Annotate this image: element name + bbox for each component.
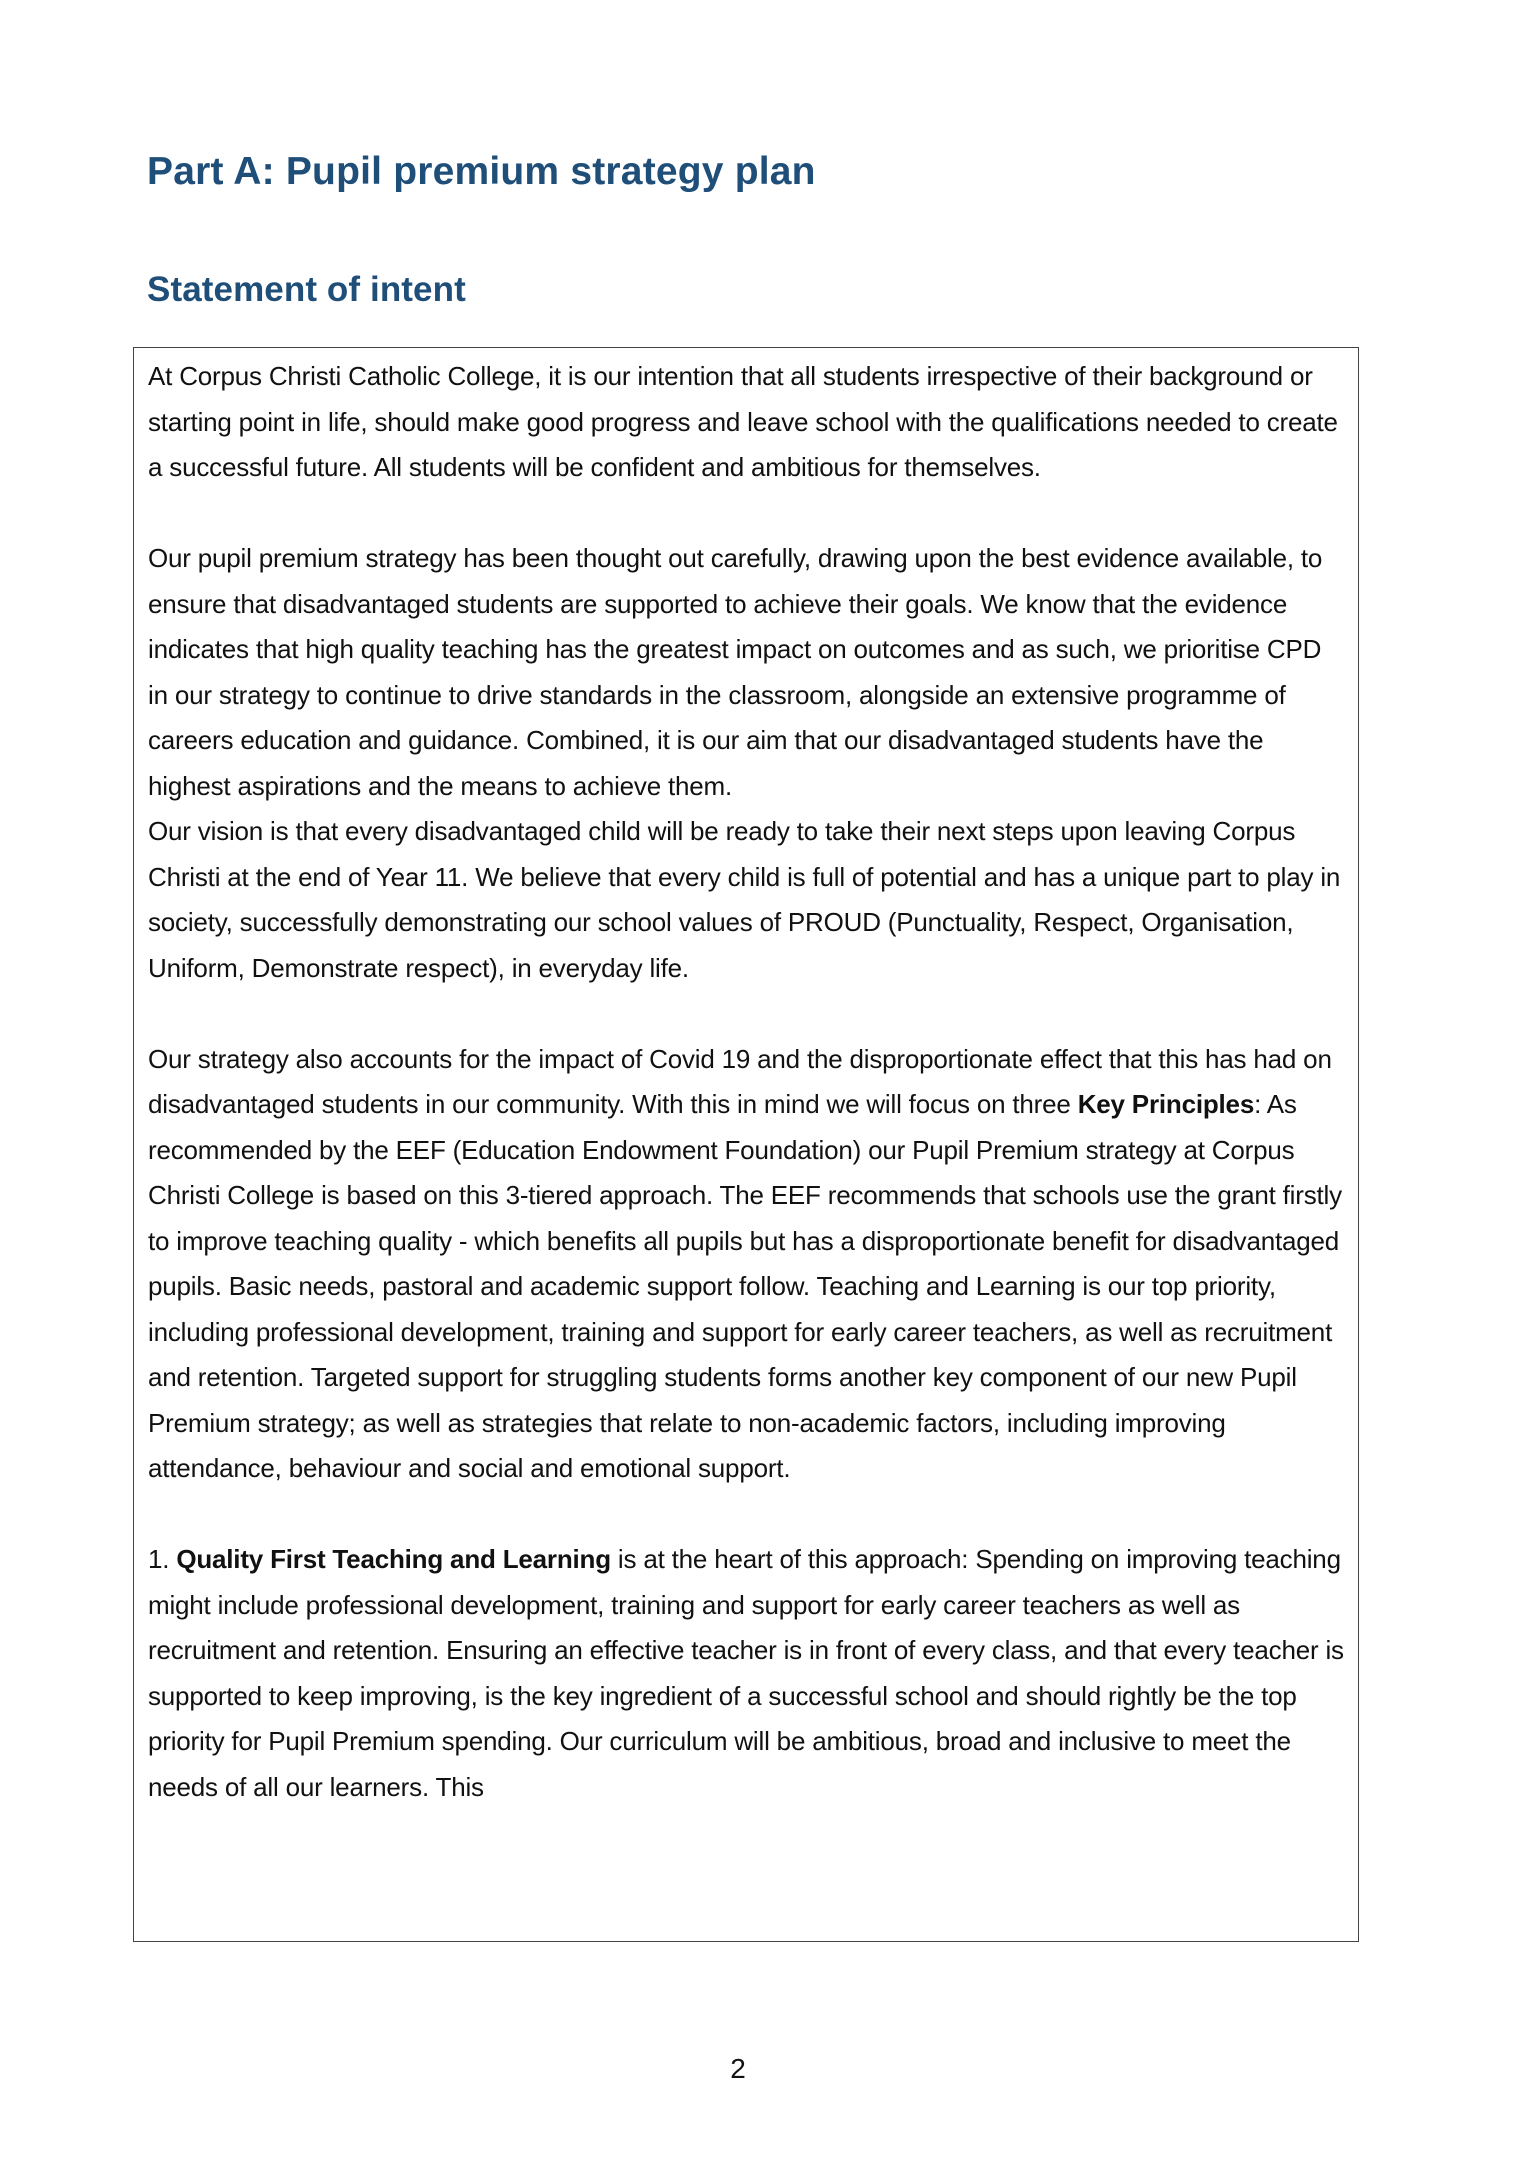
statement-of-intent-box [133, 347, 1359, 1942]
intent-paragraph-intro: At Corpus Christi Catholic College, it is our intention that all students irrespective of their background or starting point in life, should make good progress and leave school with the qualifications needed to create a successful future. All students will be confident and ambitious for themselves. [148, 361, 1338, 482]
intent-paragraph-strategy: Our pupil premium strategy has been thought out carefully, drawing upon the best evidence available, to ensure that disadvantaged students are supported to achieve their goals. We know that the evidence indicates that high quality teaching has the greatest impact on outcomes and as such, we prioritise CPD in our strategy to continue to drive standards in the classroom, alongside an extensive programme of careers education and guidance. Combined, it is our aim that our disadvantaged students have the highest aspirations and the means to achieve them. [148, 543, 1323, 801]
paragraph-spacer [148, 991, 1344, 1037]
page-number: 2 [730, 2053, 746, 2084]
intent-paragraph-key-principles [148, 1037, 1344, 1492]
quality-first-teaching-bold: Quality First Teaching and Learning [176, 1544, 611, 1574]
quality-first-teaching-body-text: is at the heart of this approach: Spending on improving teaching might include professional development, training and support for early career teachers as well as recruitment and retention. Ensuring an effective teacher is in front of every class, and that every teacher is supported to keep improving, is the key ingredient of a successful school and should rightly be the top priority for Pupil Premium spending. Our curriculum will be ambitious, broad and inclusive to meet the needs of all our learners. This [148, 1544, 1344, 1802]
paragraph-spacer [148, 1492, 1344, 1538]
intent-paragraph-quality-first-teaching [148, 1537, 1344, 1810]
key-principles-lead-text: Our strategy also accounts for the impact of Covid 19 and the disproportionate effect that this has had on disadvantaged students in our community. With this in mind we will focus on three [148, 1043, 1332, 1119]
intent-paragraph-vision: Our vision is that every disadvantaged child will be ready to take their next steps upon leaving Corpus Christi at the end of Year 11. We believe that every child is full of potential and has a unique part to play in society, successfully demonstrating our school values of PROUD (Punctuality, Respect, Organisation, Uniform, Demonstrate respect), in everyday life. [148, 816, 1341, 983]
paragraph-spacer [148, 491, 1344, 537]
key-principles-bold: Key Principles [1077, 1089, 1255, 1119]
section-title: Statement of intent [147, 270, 466, 309]
list-number: 1. [148, 1544, 177, 1574]
key-principles-body-text: : As recommended by the EEF (Education Endowment Foundation) our Pupil Premium strategy at Corpus Christi College is based on this 3-tiered approach. The EEF recommends that schools use the grant firstly to improve teaching quality - which benefits all pupils but has a disproportionate benefit for disadvantaged pupils. Basic needs, pastoral and academic support follow. Teaching and Learning is our top priority, including professional development, training and support for early career teachers, as well as recruitment and retention. Targeted support for struggling students forms another key component of our new Pupil Premium strategy; as well as strategies that relate to non-academic factors, including improving attendance, behaviour and social and emotional support. [148, 1089, 1342, 1483]
part-title: Part A: Pupil premium strategy plan [147, 150, 816, 193]
